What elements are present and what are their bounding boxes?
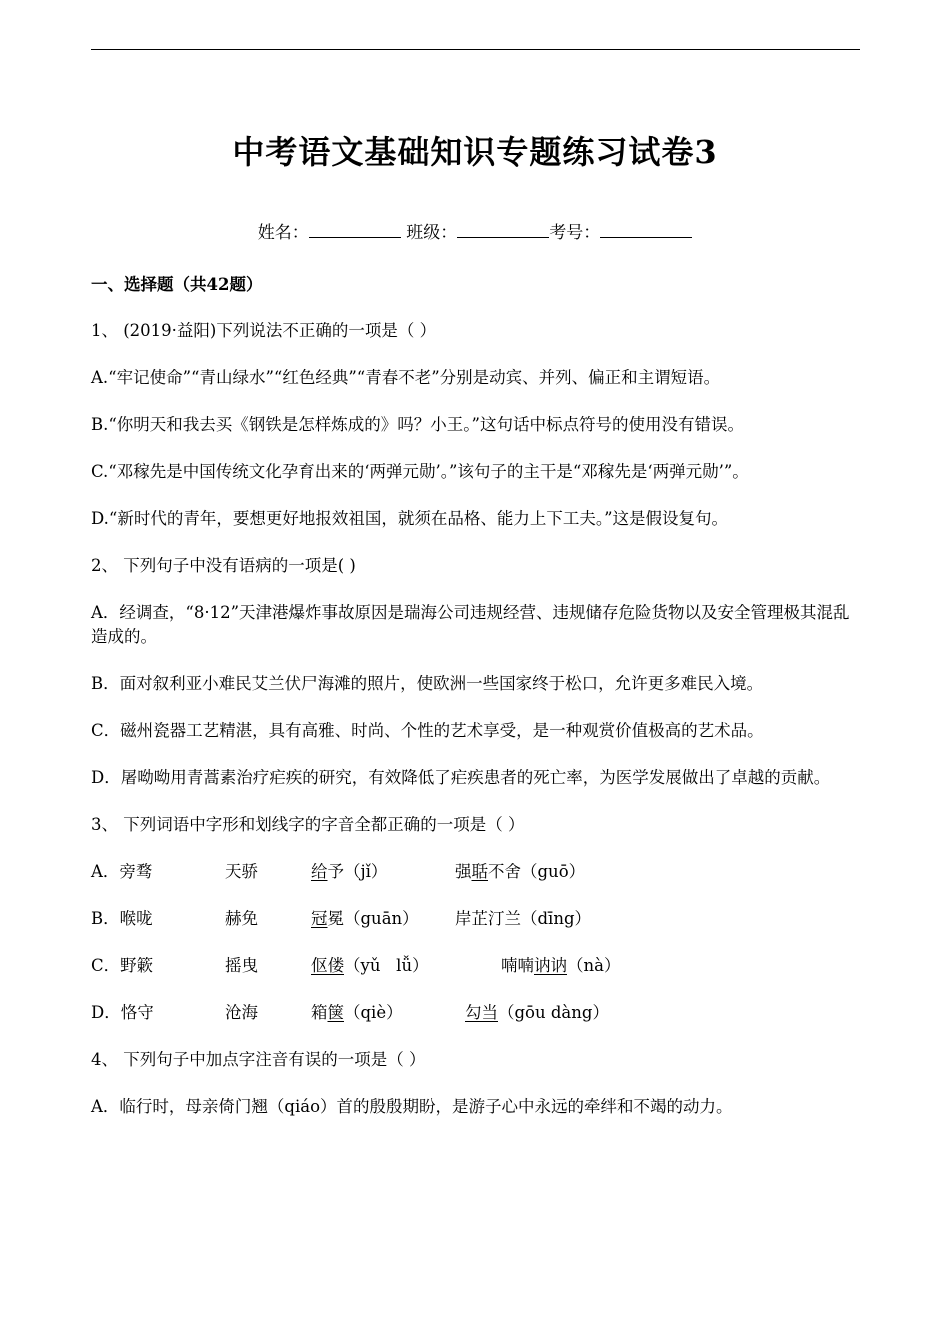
name-blank[interactable] bbox=[309, 219, 401, 238]
q2-option-a: A．经调查，“8·12”天津港爆炸事故原因是瑞海公司违规经营、违规储存危险货物以及安全管理极其混乱造成的。 bbox=[91, 603, 850, 646]
q3c-word-1: C．野簌 bbox=[91, 956, 154, 975]
q3a-word-2: 天骄 bbox=[225, 862, 258, 881]
q2-stem: 2、 下列句子中没有语病的一项是( ) bbox=[91, 556, 356, 575]
q2-option-b: B．面对叙利亚小难民艾兰伏尸海滩的照片，使欧洲一些国家终于松口，允许更多难民入境。 bbox=[91, 674, 764, 693]
q3-option-a bbox=[91, 860, 866, 884]
q3-stem: 3、 下列词语中字形和划线字的字音全都正确的一项是（ ） bbox=[91, 815, 525, 834]
q3d-word-4: 勾当（gōu dàng） bbox=[465, 1003, 609, 1022]
exam-no-blank[interactable] bbox=[600, 219, 692, 238]
q3b-word-4: 岸芷汀兰（dīng） bbox=[455, 909, 592, 928]
exam-title: 中考语文基础知识专题练习试卷3 bbox=[232, 133, 718, 171]
q4-option-a: A．临行时，母亲倚门翘（qiáo）首的殷殷期盼，是游子心中永远的牵绊和不竭的动力。 bbox=[91, 1097, 733, 1116]
exam-no-label: 考号： bbox=[549, 223, 601, 243]
q1-option-b: B.“你明天和我去买《钢铁是怎样炼成的》吗？小王。”这句话中标点符号的使用没有错误。 bbox=[91, 415, 744, 434]
q3d-word-1: D．恪守 bbox=[91, 1003, 154, 1022]
exam-content bbox=[91, 273, 866, 1142]
q3d-word-3: 箱箧（qiè） bbox=[311, 1003, 403, 1022]
name-label: 姓名： bbox=[257, 223, 309, 243]
q2-option-d: D．屠呦呦用青蒿素治疗疟疾的研究，有效降低了疟疾患者的死亡率，为医学发展做出了卓越的贡献。 bbox=[91, 768, 831, 787]
student-info-line bbox=[0, 219, 950, 247]
q3a-word-1: A．旁骛 bbox=[91, 862, 153, 881]
q2-option-c: C．磁州瓷器工艺精湛，具有高雅、时尚、个性的艺术享受，是一种观赏价值极高的艺术品。 bbox=[91, 721, 764, 740]
class-blank[interactable] bbox=[457, 219, 549, 238]
section-heading: 一、选择题（共42题） bbox=[91, 275, 263, 294]
q3c-word-3: 伛偻（yǔ lǚ） bbox=[311, 956, 429, 975]
q3b-word-2: 赫免 bbox=[225, 909, 258, 928]
q3d-word-2: 沧海 bbox=[225, 1003, 258, 1022]
q3a-word-4: 强聒不舍（guō） bbox=[455, 862, 586, 881]
q3b-word-3: 冠冕（guān） bbox=[311, 909, 419, 928]
q3-option-c bbox=[91, 954, 866, 978]
q3a-word-3: 给予（jǐ） bbox=[311, 862, 388, 881]
class-label: 班级： bbox=[406, 223, 458, 243]
q3-option-d bbox=[91, 1001, 866, 1025]
q1-stem: 1、 (2019·益阳)下列说法不正确的一项是（ ） bbox=[91, 321, 437, 340]
header-rule bbox=[91, 49, 860, 50]
q1-option-a: A.“牢记使命”“青山绿水”“红色经典”“青春不老”分别是动宾、并列、偏正和主谓短语。 bbox=[91, 368, 721, 387]
q3c-word-4: 喃喃讷讷（nà） bbox=[501, 956, 621, 975]
q4-stem: 4、 下列句子中加点字注音有误的一项是（ ） bbox=[91, 1050, 426, 1069]
q1-option-c: C.“邓稼先是中国传统文化孕育出来的‘两弹元勋’。”该句子的主干是“邓稼先是‘两弹元勋’”。 bbox=[91, 462, 749, 481]
q3c-word-2: 摇曳 bbox=[225, 956, 258, 975]
q1-option-d: D.“新时代的青年，要想更好地报效祖国，就须在品格、能力上下工夫。”这是假设复句。 bbox=[91, 509, 729, 528]
q3b-word-1: B．喉咙 bbox=[91, 909, 153, 928]
q3-option-b bbox=[91, 907, 866, 931]
